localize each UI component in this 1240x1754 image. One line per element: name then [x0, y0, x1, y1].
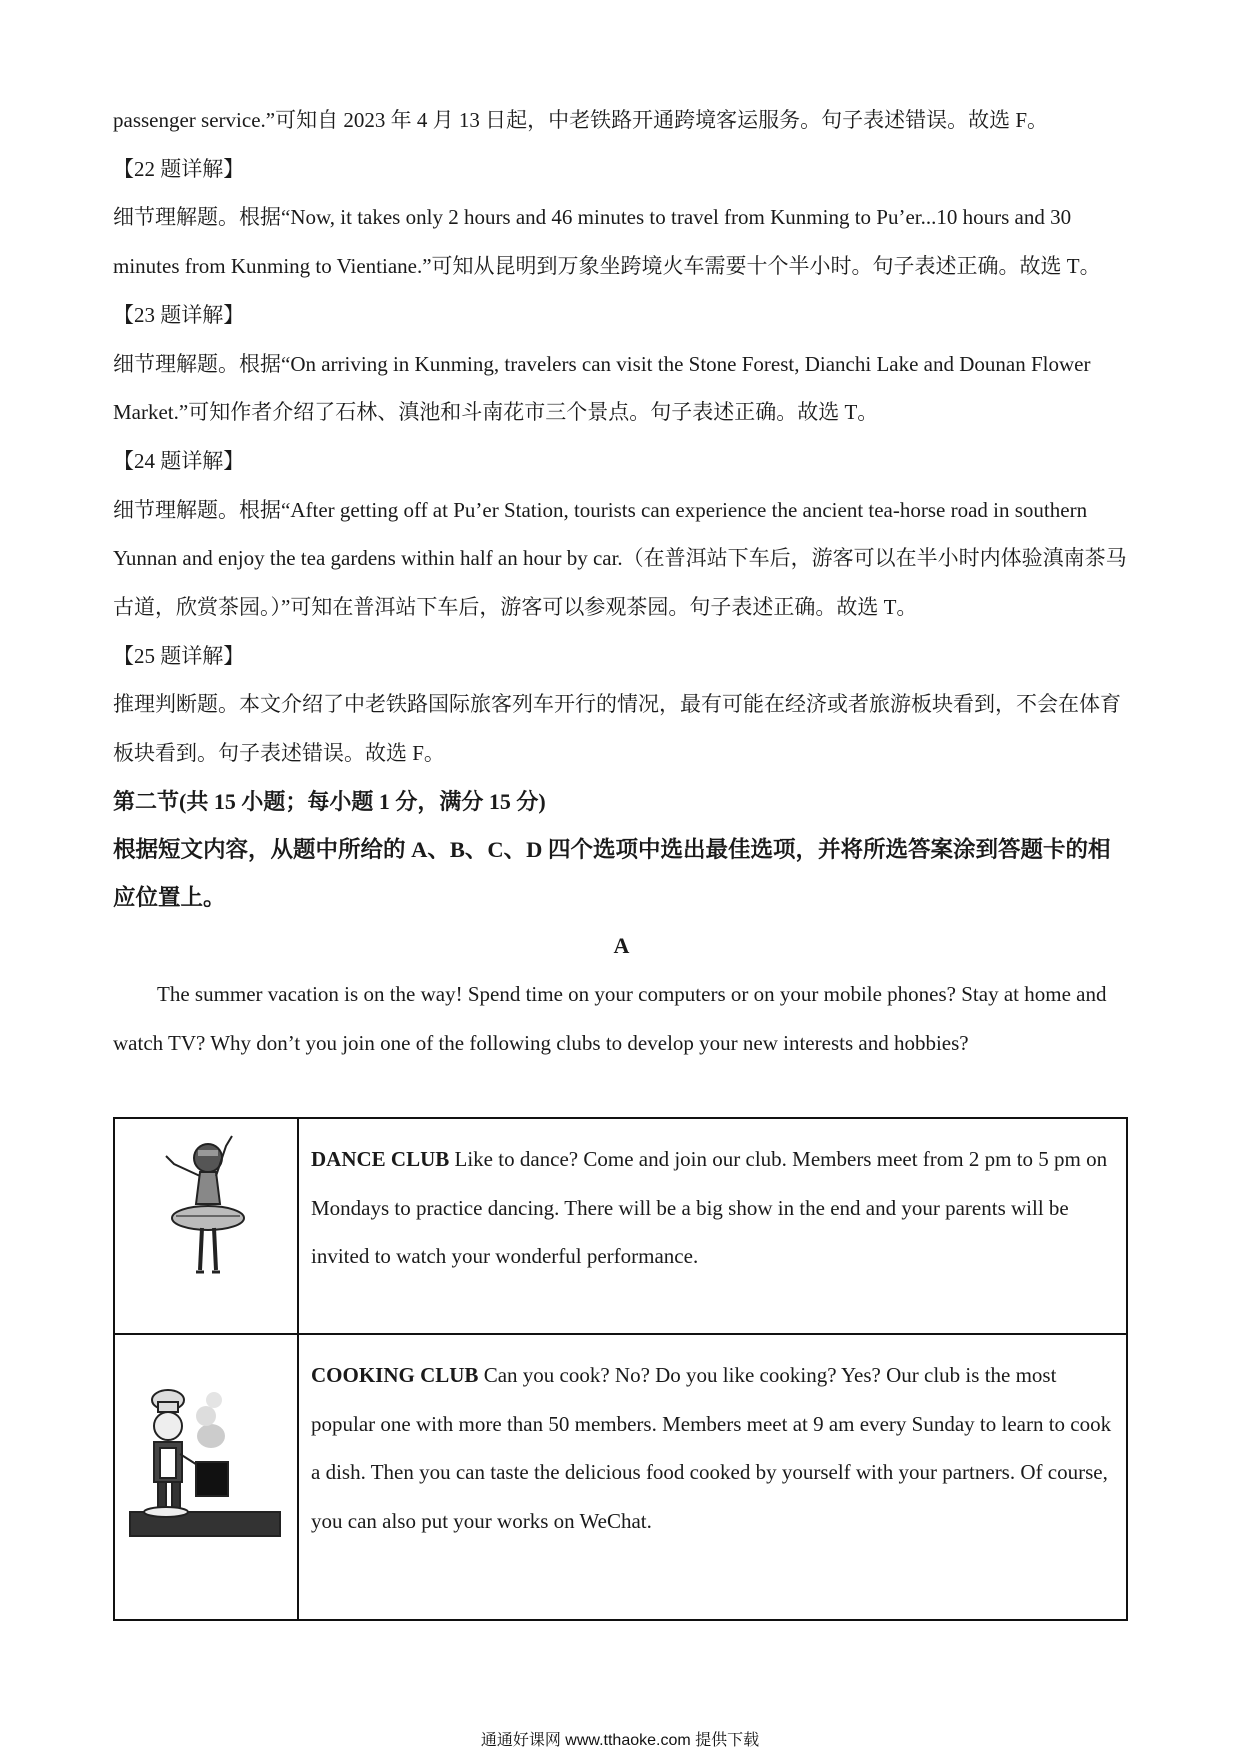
club-text: Can you cook? No? Do you like cooking? Yes? Our club is the most popular one with more than 50 members. Members meet at 9 am every Sunday to learn to cook a dish. Then you can taste the delicious food cooked by yourself with your partners. Of course, you can also put your works on WeChat. [311, 1363, 1112, 1534]
club-description [298, 1334, 1127, 1620]
footer-watermark: 通通好课网 www.tthaoke.com 提供下载 [480, 1732, 760, 1749]
section-title: 第二节(共 15 小题；每小题 1 分，满分 15 分) [113, 788, 546, 814]
section-instruction: 根据短文内容，从题中所给的 A、B、C、D 四个选项中选出最佳选项，并将所选答案涂到答题卡的相应位置上。 [113, 836, 1111, 910]
table-row [114, 1334, 1127, 1620]
heading-q23: 【23 题详解】 [113, 302, 245, 327]
chef-cooking-icon [116, 1336, 296, 1594]
club-name: DANCE CLUB [311, 1147, 450, 1171]
ballet-dancer-icon [116, 1120, 296, 1308]
passage-label: A [613, 932, 630, 958]
paragraph-q25: 推理判断题。本文介绍了中老铁路国际旅客列车开行的情况，最有可能在经济或者旅游板块看到，不会在体育板块看到。句子表述错误。故选 F。 [113, 692, 1121, 766]
heading-q24: 【24 题详解】 [113, 448, 245, 473]
paragraph-q22: 细节理解题。根据“Now, it takes only 2 hours and 46 minutes to travel from Kunming to Pu’er...10 hours and 30 minutes from Kunming to Vientiane.”可知从昆明到万象坐跨境火车需要十个半小时。句子表述正确。故选 T。 [113, 205, 1101, 279]
document-body [113, 96, 1130, 1067]
passage-intro: The summer vacation is on the way! Spend time on your computers or on your mobile phones? Stay at home and watch TV? Why don’t you join one of the following clubs to develop your new interests and hobbies? [113, 981, 1107, 1055]
table-row [114, 1118, 1127, 1334]
club-name: COOKING CLUB [311, 1363, 479, 1387]
club-image-cell [114, 1334, 298, 1620]
club-description [298, 1118, 1127, 1334]
club-image-cell [114, 1118, 298, 1334]
clubs-table [113, 1117, 1128, 1621]
paragraph-q23: 细节理解题。根据“On arriving in Kunming, travelers can visit the Stone Forest, Dianchi Lake and Dounan Flower Market.”可知作者介绍了石林、滇池和斗南花市三个景点。句子表述正确。故选 T。 [113, 351, 1091, 425]
heading-q25: 【25 题详解】 [113, 643, 245, 668]
paragraph-q21-end: passenger service.”可知自 2023 年 4 月 13 日起，中老铁路开通跨境客运服务。句子表述错误。故选 F。 [113, 108, 1049, 132]
heading-q22: 【22 题详解】 [113, 156, 245, 181]
club-text: Like to dance? Come and join our club. Members meet from 2 pm to 5 pm on Mondays to practice dancing. There will be a big show in the end and your parents will be invited to watch your wonderful performance. [311, 1147, 1108, 1269]
paragraph-q24: 细节理解题。根据“After getting off at Pu’er Station, tourists can experience the ancient tea-horse road in southern Yunnan and enjoy the tea gardens within half an hour by car.（在普洱站下车后，游客可以在半小时内体验滇南茶马古道，欣赏茶园。）”可知在普洱站下车后，游客可以参观茶园。句子表述正确。故选 T。 [113, 497, 1127, 620]
